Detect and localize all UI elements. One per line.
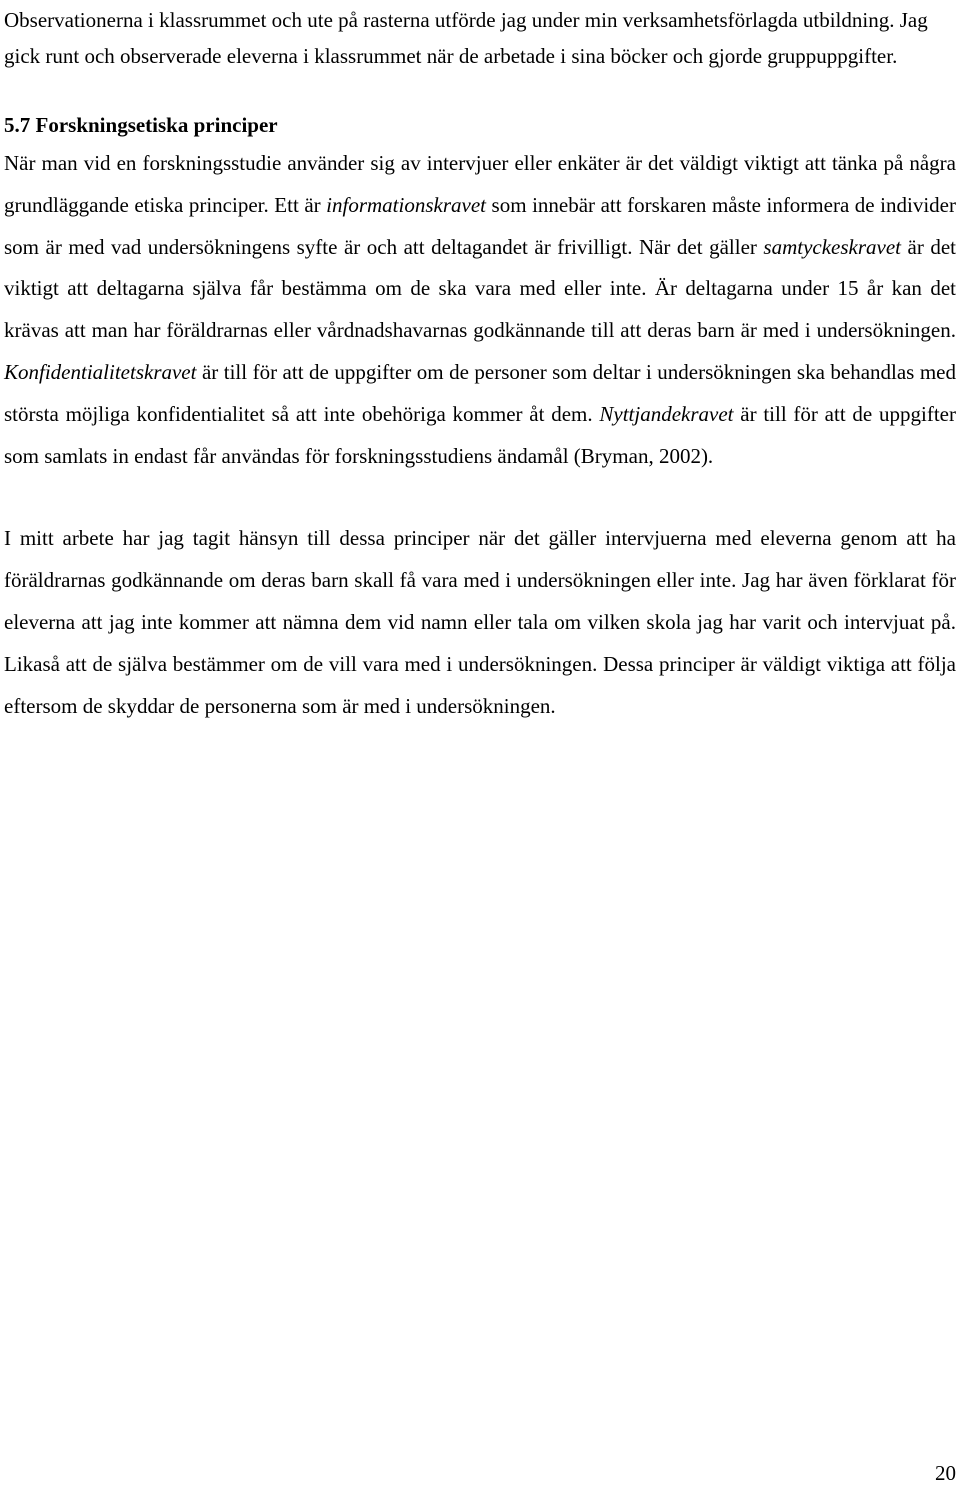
text-segment: är till för att de uppgifter som samlats in endast får användas för forskningsstudiens ändamål (Bryman, 2002). [4, 401, 956, 468]
text-segment: som innebär att forskaren måste informera de individer som är med vad undersökningens syfte är och att deltagandet är frivilligt. När det gäller [4, 192, 956, 259]
page-number: 20 [935, 1461, 956, 1485]
section-heading: 5.7 Forskningsetiska principer [4, 113, 278, 137]
term-konfidentialitetskravet: Konfidentialitetskravet [4, 359, 197, 384]
term-samtyckeskravet: samtyckeskravet [763, 234, 902, 259]
text-segment: När man vid en forskningsstudie använder sig av intervjuer eller enkäter är det väldigt viktigt att tänka på några grundläggande etiska principer. Ett är [4, 151, 956, 217]
intro-paragraph: Observationerna i klassrummet och ute på rasterna utförde jag under min verksamhetsförlagda utbildning. Jag gick runt och observerade eleverna i klassrummet när de arbetade i sina böcker och gjorde gruppuppgifter. [4, 8, 928, 68]
text-segment: är till för att de uppgifter om de personer som deltar i undersökningen ska behandlas med största möjliga konfidentialitet så att inte obehöriga kommer åt dem. [4, 359, 956, 426]
ethics-principles-paragraph [4, 143, 956, 477]
document-page [4, 0, 956, 727]
term-nyttjandekravet: Nyttjandekravet [599, 401, 734, 426]
text-segment: är det viktigt att deltagarna själva får bestämma om de ska vara med eller inte. Är deltagarna under 15 år kan det krävas att man har föräldrarnas eller vårdnadshavarnas godkännande till att deras barn är med i undersökningen. [4, 234, 956, 343]
term-informationskravet: informationskravet [326, 192, 486, 217]
own-work-paragraph: I mitt arbete har jag tagit hänsyn till dessa principer när det gäller intervjuerna med eleverna genom att ha föräldrarnas godkännande om deras barn skall få vara med i undersökningen eller inte. Jag har även förklarat för eleverna att jag inte kommer att nämna dem vid namn eller tala om vilken skola jag har varit och intervjuat på. Likaså att de själva bestämmer om de vill vara med i undersökningen. Dessa principer är väldigt viktiga att följa eftersom de skyddar de personerna som är med i undersökningen. [4, 526, 956, 718]
